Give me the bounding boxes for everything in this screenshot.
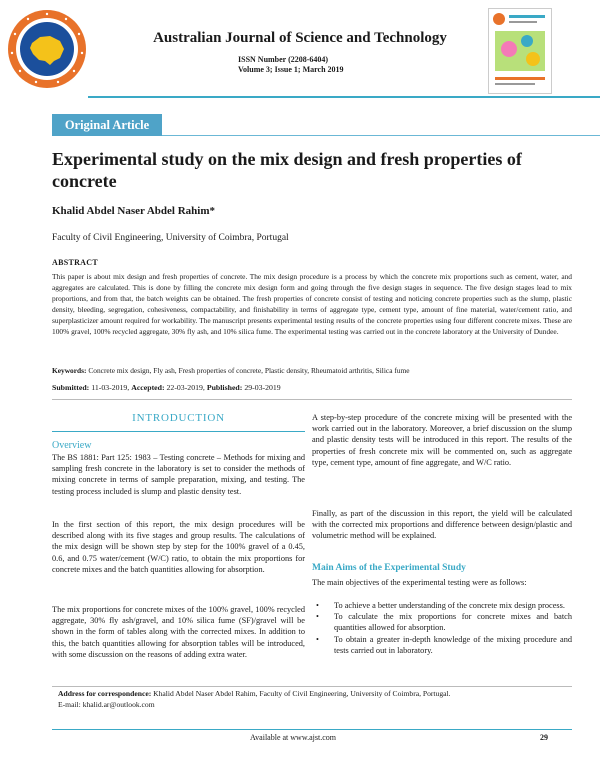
- email-address[interactable]: khalid.ar@outlook.com: [82, 700, 155, 709]
- submitted-date: 11-03-2019,: [91, 383, 130, 392]
- intro-paragraph-3: The mix proportions for concrete mixes of the 100% gravel, 100% recycled aggregate, 30% fly ash/gravel, and 10% silica fume (SF)/gravel will be shown in the form of tables along with the corrected mixes. In addition to this, the batch quantities allowing for absorption tables will be introduced, with some discussion on the reasons of adding extra water.: [52, 605, 305, 659]
- aims-intro: The main objectives of the experimental testing were as follows:: [312, 578, 527, 587]
- accepted-date: 22-03-2019,: [166, 383, 205, 392]
- intro-paragraph-1: The BS 1881: Part 125: 1983 – Testing concrete – Methods for mixing and sampling fresh concrete in the laboratory is set to consider the methods of mixing concrete in terms of sample preparation, mixing, and testing. The testing process included is slump and plastic density test.: [52, 453, 305, 496]
- page-number: 29: [540, 733, 548, 742]
- introduction-heading: INTRODUCTION: [132, 412, 225, 424]
- journal-seal-logo: [6, 8, 88, 90]
- introduction-rule: [52, 431, 305, 432]
- correspondence: [58, 688, 572, 710]
- issn-number: ISSN Number (2208-6404): [238, 55, 329, 64]
- article-dates: [52, 383, 572, 392]
- published-label: Published:: [206, 383, 243, 392]
- journal-name: Australian Journal of Science and Technology: [153, 30, 447, 46]
- email-label: E-mail:: [58, 700, 81, 709]
- overview-heading: Overview: [52, 440, 92, 451]
- availability-link[interactable]: Available at www.ajst.com: [250, 733, 336, 742]
- issn-volume: [238, 55, 344, 75]
- intro-paragraph-2: In the first section of this report, the mix design procedures will be described along with its five stages and group results. The calculations of the mix design will be shown step by step for the 100% gravel of a 0.45, 0.6, and 0.75 water/cement (W/C) ratio, to obtain the mix proportions for concrete mixes and the batch quantities allowing for absorption.: [52, 520, 305, 574]
- right-paragraph-2: Finally, as part of the discussion in this report, the yield will be calculated with the corrected mix proportions and difference between design/plastic and volumetric method will be explained.: [312, 509, 572, 541]
- list-item: • To calculate the mix proportions for concrete mixes and batch quantities allowed for absorption.: [312, 611, 572, 633]
- correspondence-label: Address for correspondence:: [58, 689, 152, 698]
- main-aims-heading: Main Aims of the Experimental Study: [312, 563, 466, 573]
- aims-list: [312, 600, 572, 656]
- list-item: • To achieve a better understanding of the concrete mix design process.: [312, 600, 572, 611]
- accepted-label: Accepted:: [131, 383, 165, 392]
- keywords-list: Concrete mix design, Fly ash, Fresh properties of concrete, Plastic density, Rheumatoid arthritis, Silica fume: [88, 366, 410, 375]
- author-name: Khalid Abdel Naser Abdel Rahim*: [52, 205, 215, 217]
- abstract-text: This paper is about mix design and fresh properties of concrete. The mix design procedure is a process by which the concrete mix proportions such as cement, water, and aggregates are calculated. This is done by filling the concrete mix design form and going through the five design stages in sequence. The five design stages lead to mix proportions, and from that, the batch weights can be obtained. The fresh properties of concrete consist of testing and noticing concrete properties such as the slump, plastic density, bleeding, segregation, cohesiveness, compactability, and finishability in terms of aggregate type, cement type, amount of fine material, water/cement ratio, and superplasticizer amount required for workability. The manuscript presents experimental testing results of the concrete properties using four different concrete mixes. These are 100% gravel, 100% recycled aggregate, 30% fly ash, and 10% silica fume. The experimental testing was carried out in the concrete laboratory at the University of Dundee.: [52, 272, 572, 336]
- author-affiliation: Faculty of Civil Engineering, University of Coimbra, Portugal: [52, 233, 289, 243]
- keywords: [52, 366, 572, 375]
- submitted-label: Submitted:: [52, 383, 90, 392]
- footer-rule: [52, 729, 572, 730]
- volume-issue: Volume 3; Issue 1; March 2019: [238, 65, 344, 74]
- abstract-heading: ABSTRACT: [52, 258, 98, 267]
- article-title: Experimental study on the mix design and fresh properties of concrete: [52, 149, 522, 191]
- journal-cover-thumbnail: [488, 8, 552, 94]
- badge-rule: [162, 135, 600, 136]
- section-divider: [52, 399, 572, 400]
- list-item: • To obtain a greater in-depth knowledge of the mixing procedure and tests carried out in laboratory.: [312, 634, 572, 656]
- article-type-badge: Original Article: [52, 114, 162, 136]
- keywords-label: Keywords:: [52, 366, 87, 375]
- header-rule: [88, 96, 600, 98]
- right-paragraph-1: A step-by-step procedure of the concrete mixing will be presented with the work carried out in the laboratory. Moreover, a brief discussion on the slump and plastic density tests will be introduced in this report. The results of the properties of fresh concrete mix will be commented on, such as aggregate type, cement type, amount of fine aggregate, and W/C ratio.: [312, 413, 572, 467]
- published-date: 29-03-2019: [244, 383, 281, 392]
- correspondence-text: Khalid Abdel Naser Abdel Rahim, Faculty of Civil Engineering, University of Coimbra, Portugal.: [153, 689, 451, 698]
